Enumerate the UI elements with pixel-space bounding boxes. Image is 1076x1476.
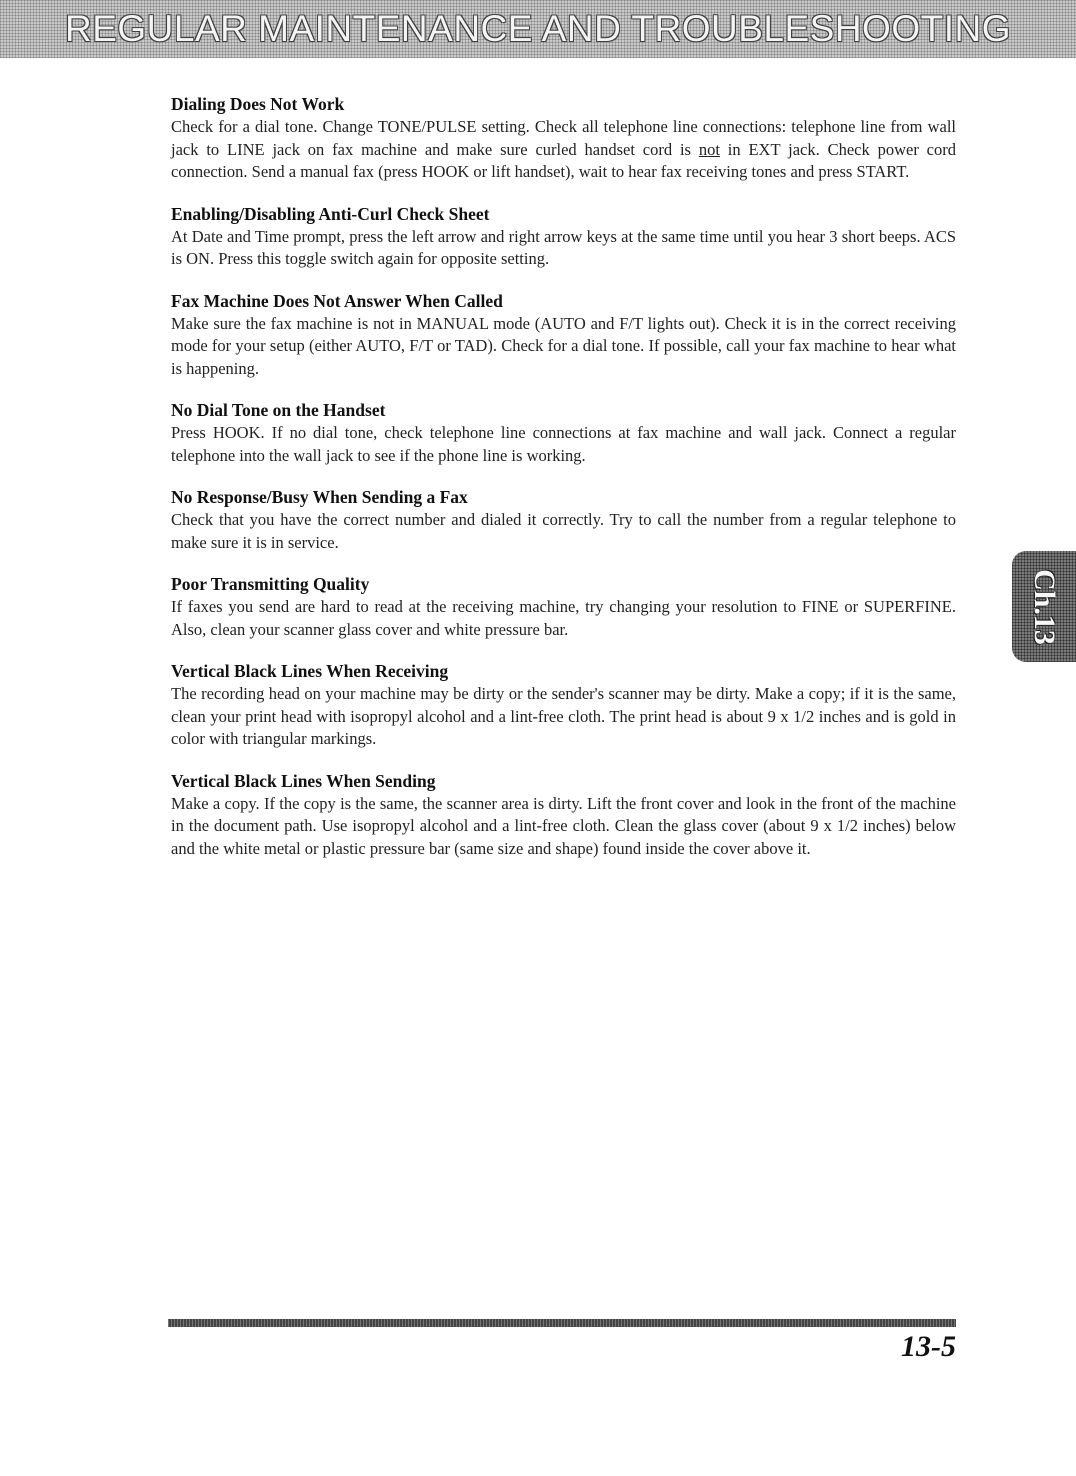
section-heading: Poor Transmitting Quality xyxy=(171,574,370,594)
page-header-title: REGULAR MAINTENANCE AND TROUBLESHOOTING xyxy=(64,8,1012,49)
section-body: At Date and Time prompt, press the left arrow and right arrow keys at the same time until you hear 3 short beeps. ACS is ON. Press this toggle switch again for opposite setting. xyxy=(171,226,956,268)
body-text: Check for a dial tone. Change TONE/PULSE setting. Check all telephone line connections: telephone line from wall jack to LINE jack on fax machine and make sure curled handset cord is xyxy=(171,117,956,159)
section-fax-does-not-answer xyxy=(171,290,956,381)
section-heading: Vertical Black Lines When Sending xyxy=(171,770,436,791)
section-dialing-does-not-work xyxy=(171,93,956,184)
section-lines-when-receiving xyxy=(171,660,956,751)
section-heading: Vertical Black Lines When Receiving xyxy=(171,661,449,681)
underlined-word: not xyxy=(698,139,720,159)
section-lines-when-sending xyxy=(171,770,956,861)
troubleshooting-content xyxy=(171,93,956,879)
section-heading: Dialing Does Not Work xyxy=(171,94,345,114)
section-poor-transmitting-quality xyxy=(171,573,956,641)
section-body: Press HOOK. If no dial tone, check telephone line connections at fax machine and wall jack. Connect a regular telephone into the wall jack to see if the phone line is working. xyxy=(171,423,956,465)
section-no-dial-tone xyxy=(171,399,956,467)
chapter-label-text: Ch.13 xyxy=(1028,568,1062,645)
body-text: in EXT jack. Check power cord connection. Send a manual fax (press HOOK or lift handset), wait to hear fax receiving tones and press START. xyxy=(171,139,956,181)
section-body: If faxes you send are hard to read at the receiving machine, try changing your resolution to FINE or SUPERFINE. Also, clean your scanner glass cover and white pressure bar. xyxy=(171,597,956,639)
section-body: The recording head on your machine may be dirty or the sender's scanner may be dirty. Make a copy; if it is the same, clean your print head with isopropyl alcohol and a lint-free cloth. The print head is about 9 x 1/2 inches and is gold in color with triangular markings. xyxy=(171,684,956,748)
section-heading: Enabling/Disabling Anti-Curl Check Sheet xyxy=(171,203,490,224)
section-body: Check that you have the correct number and dialed it correctly. Try to call the number from a regular telephone to make sure it is in service. xyxy=(171,510,956,552)
footer-rule xyxy=(168,1319,956,1327)
section-body: Make a copy. If the copy is the same, the scanner area is dirty. Lift the front cover and look in the front of the machine in the document path. Use isopropyl alcohol and a lint-free cloth. Clean the glass cover (about 9 x 1/2 inches) below and the white metal or plastic pressure bar (same size and shape) found inside the cover above it. xyxy=(171,793,956,858)
section-body: Make sure the fax machine is not in MANUAL mode (AUTO and F/T lights out). Check it is in the correct receiving mode for your setup (either AUTO, F/T or TAD). Check for a dial tone. If possible, call your fax machine to hear what is happening. xyxy=(171,313,956,378)
section-heading: Fax Machine Does Not Answer When Called xyxy=(171,290,503,311)
section-body xyxy=(171,116,956,184)
section-anti-curl-check-sheet xyxy=(171,203,956,271)
section-heading: No Dial Tone on the Handset xyxy=(171,400,386,420)
page-number: 13-5 xyxy=(901,1330,956,1363)
chapter-tab-label xyxy=(1012,551,1076,662)
section-heading: No Response/Busy When Sending a Fax xyxy=(171,487,468,507)
section-no-response-busy xyxy=(171,486,956,554)
